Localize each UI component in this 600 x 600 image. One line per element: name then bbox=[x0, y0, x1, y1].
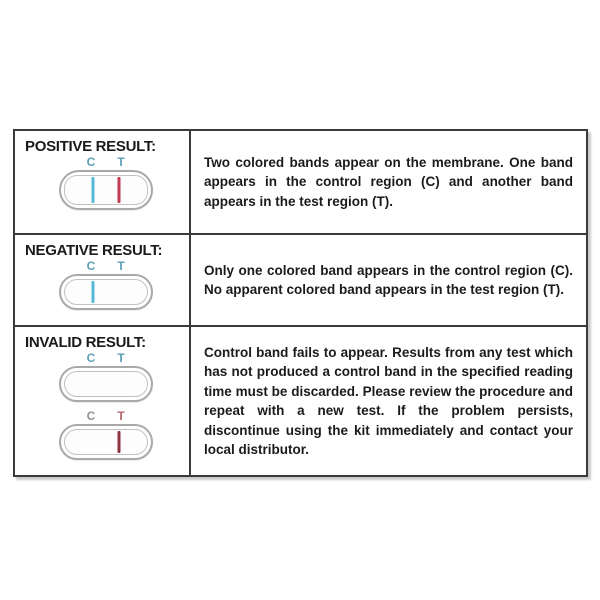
invalid-result-heading: INVALID RESULT: bbox=[25, 334, 146, 351]
cassette-labels bbox=[59, 351, 153, 366]
test-region-label: T bbox=[117, 351, 125, 365]
invalid-result-description: Control band fails to appear. Results from any test which has not produced a control band in the specified reading time must be discarded. Please review the procedure and repeat with a new test. If the problem persists, discontinue using the kit immediately and contact your local distributor. bbox=[204, 344, 573, 457]
negative-result-heading: NEGATIVE RESULT: bbox=[25, 242, 163, 259]
cassette-labels bbox=[59, 155, 153, 170]
test-cassette-invalid-test-only bbox=[59, 409, 153, 460]
test-cassette-invalid-blank bbox=[59, 351, 153, 402]
cassette-labels bbox=[59, 259, 153, 274]
cassette-body bbox=[59, 424, 153, 460]
negative-description-cell bbox=[191, 235, 586, 325]
control-band bbox=[91, 177, 94, 203]
test-region-label: T bbox=[117, 409, 125, 423]
test-results-table bbox=[13, 129, 588, 477]
control-region-label: C bbox=[86, 259, 96, 273]
cassette-labels bbox=[59, 409, 153, 424]
invalid-description-cell bbox=[191, 327, 586, 475]
cassette-result-window bbox=[64, 371, 148, 397]
control-region-label: C bbox=[86, 155, 96, 169]
control-band bbox=[91, 281, 94, 303]
cassette-result-window bbox=[64, 279, 148, 305]
cassette-body bbox=[59, 170, 153, 210]
test-band bbox=[118, 431, 121, 453]
cassette-body bbox=[59, 366, 153, 402]
negative-illustration-cell bbox=[15, 235, 191, 325]
positive-description-cell bbox=[191, 131, 586, 233]
test-cassette-positive bbox=[59, 155, 153, 210]
test-band bbox=[118, 177, 121, 203]
cassette-body bbox=[59, 274, 153, 310]
result-row-invalid bbox=[15, 325, 586, 475]
cassette-result-window bbox=[64, 429, 148, 455]
test-region-label: T bbox=[117, 259, 125, 273]
control-region-label: C bbox=[86, 409, 96, 423]
positive-result-heading: POSITIVE RESULT: bbox=[25, 138, 156, 155]
negative-result-description: Only one colored band appears in the control region (C). No apparent colored band appears in the test region (T). bbox=[204, 262, 573, 297]
control-region-label: C bbox=[86, 351, 96, 365]
test-cassette-negative bbox=[59, 259, 153, 310]
invalid-illustration-cell bbox=[15, 327, 191, 475]
result-row-positive bbox=[15, 131, 586, 233]
positive-result-description: Two colored bands appear on the membrane. One band appears in the control region (C) and another band appears in the test region (T). bbox=[204, 154, 573, 209]
result-row-negative bbox=[15, 233, 586, 325]
positive-illustration-cell bbox=[15, 131, 191, 233]
test-region-label: T bbox=[117, 155, 125, 169]
cassette-result-window bbox=[64, 175, 148, 205]
